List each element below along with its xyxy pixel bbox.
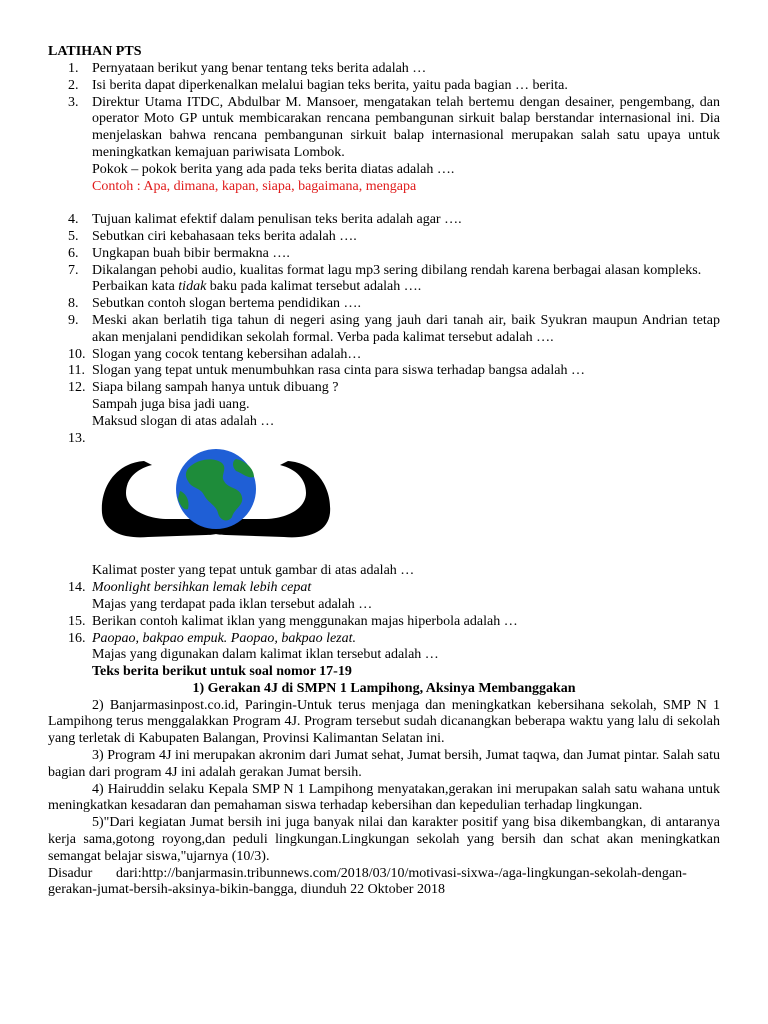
news-article [48, 664, 720, 899]
question-number: 15. [68, 613, 86, 629]
question-text: Slogan yang cocok tentang kebersihan adalah… [92, 346, 362, 362]
question-number: 11. [68, 363, 85, 379]
article-paragraph: 4) Hairuddin selaku Kepala SMP N 1 Lampihong menyatakan,gerakan ini merupakan salah satu wahana untuk meningkatkan kesadaran dan pemahaman siswa terhadap kebersihan dan kepedulian terhadap lingkungan. [48, 781, 720, 814]
question-subtext [92, 279, 720, 296]
question-hint: Contoh : Apa, dimana, kapan, siapa, bagaimana, mengapa [92, 178, 417, 194]
question-text: Siapa bilang sampah hanya untuk dibuang ? [92, 380, 339, 396]
question-number: 5. [68, 228, 79, 244]
question-subtext: Majas yang terdapat pada iklan tersebut adalah … [92, 596, 373, 612]
question-3 [48, 95, 720, 196]
question-7 [48, 263, 720, 297]
question-13 [48, 431, 720, 581]
question-text: Sebutkan ciri kebahasaan teks berita adalah …. [92, 228, 357, 244]
article-intro: Teks berita berikut untuk soal nomor 17-19 [92, 664, 352, 679]
question-number: 12. [68, 380, 86, 396]
question-subtext: Majas yang digunakan dalam kalimat iklan tersebut adalah … [92, 647, 439, 663]
question-number: 6. [68, 245, 79, 261]
subtext-italic-word: tidak [178, 279, 207, 295]
question-text: Isi berita dapat diperkenalkan melalui bagian teks berita, yaitu pada bagian … berita. [92, 77, 568, 93]
question-11 [48, 363, 720, 380]
question-12 [48, 380, 720, 430]
question-text: Pernyataan berikut yang benar tentang teks berita adalah … [92, 61, 427, 76]
question-15 [48, 614, 720, 631]
question-number: 7. [68, 262, 79, 278]
question-text: Ungkapan buah bibir bermakna …. [92, 245, 290, 261]
article-paragraph: 5)"Dari kegiatan Jumat bersih ini juga banyak nilai dan karakter positif yang bisa dikembangkan, di antaranya kerja sama,gotong royong,dan peduli lingkungan.Lingkungan sekolah yang bersih dan schat akan meningkatkan semangat belajar siswa,"ujarnya (10/3). [48, 815, 720, 864]
subtext-part: baku pada kalimat tersebut adalah …. [206, 279, 422, 295]
source-link-text: dari:http://banjarmasin.tribunnews.com/2018/03/10/motivasi-sixwa-/aga-lingkungan-sekolah-dengan-gerakan-jumat-bersih-aksinya-bikin-bangga, diunduh 22 Oktober 2018 [48, 865, 687, 898]
page-title: LATIHAN PTS [48, 44, 142, 59]
question-number: 3. [68, 94, 79, 110]
question-subtext: Sampah juga bisa jadi uang. [92, 396, 250, 412]
article-source [48, 866, 720, 900]
article-paragraph: 2) Banjarmasinpost.co.id, Paringin-Untuk terus menjaga dan meningkatkan kebersihana sekolah, SMP N 1 Lampihong terus menggalakkan Program 4J. Program tersebut sudah dicanangkan beberapa waktu yang lalu di sekolah yang terletak di Kabupaten Balangan, Provinsi Kalimantan Selatan ini. [48, 697, 720, 747]
question-list [48, 61, 720, 664]
question-number: 16. [68, 630, 86, 646]
question-number: 13. [68, 430, 86, 446]
question-subtext: Pokok – pokok berita yang ada pada teks berita diatas adalah …. [92, 161, 455, 177]
question-14 [48, 580, 720, 614]
article-paragraph: 3) Program 4J ini merupakan akronim dari Jumat sehat, Jumat bersih, Jumat taqwa, dan Jumat pintar. Salah satu bagian dari program 4J ini adalah gerakan Jumat bersih. [48, 747, 720, 780]
question-text: Slogan yang tepat untuk menumbuhkan rasa cinta para siswa terhadap bangsa adalah … [92, 363, 585, 379]
question-text: Moonlight bersihkan lemak lebih cepat [92, 580, 312, 596]
question-number: 1. [68, 61, 79, 76]
question-text: Meski akan berlatih tiga tahun di negeri asing yang jauh dari tanah air, baik Syukran maupun Andrian tetap akan menjalani pendidikan sekolah formal. Verba pada kalimat tersebut adalah …. [92, 312, 720, 345]
question-2 [48, 78, 720, 95]
question-4 [48, 212, 720, 229]
poster-image [92, 447, 720, 563]
question-number: 8. [68, 296, 79, 312]
question-subtext: Maksud slogan di atas adalah … [92, 413, 275, 429]
question-9 [48, 313, 720, 347]
question-text: Sebutkan contoh slogan bertema pendidikan …. [92, 296, 362, 312]
spacer [48, 195, 720, 212]
question-number: 9. [68, 312, 79, 328]
question-number: 2. [68, 77, 79, 93]
subtext-part: Perbaikan kata [92, 279, 179, 295]
globe-in-hands-icon [96, 447, 336, 563]
question-text: Paopao, bakpao empuk. Paopao, bakpao lezat. [92, 630, 357, 646]
question-number: 14. [68, 580, 86, 596]
question-number: 10. [68, 346, 86, 362]
question-number: 4. [68, 212, 79, 228]
question-8 [48, 296, 720, 313]
question-16 [48, 631, 720, 665]
question-text: Tujuan kalimat efektif dalam penulisan teks berita adalah agar …. [92, 212, 462, 228]
question-text: Berikan contoh kalimat iklan yang menggunakan majas hiperbola adalah … [92, 613, 518, 629]
question-subtext: Kalimat poster yang tepat untuk gambar di atas adalah … [92, 563, 415, 579]
question-10 [48, 347, 720, 364]
question-5 [48, 229, 720, 246]
source-label: Disadur [48, 865, 93, 881]
article-title: 1) Gerakan 4J di SMPN 1 Lampihong, Aksinya Membanggakan [192, 680, 576, 696]
question-6 [48, 246, 720, 263]
question-1 [48, 61, 720, 78]
question-text: Direktur Utama ITDC, Abdulbar M. Mansoer, mengatakan telah bertemu dengan desainer, pengembang, dan operator Moto GP untuk membicarakan rencana pembangunan sirkuit balap berstandar internasional ini. Dia menjelaskan bahwa rencana pembangunan sirkuit balap internasional merupakan salah satu upaya untuk meningkatkan kemajuan pariwisata Lombok. [92, 94, 720, 160]
question-text: Dikalangan pehobi audio, kualitas format lagu mp3 sering dibilang rendah karena berbagai alasan kompleks. [92, 262, 702, 278]
